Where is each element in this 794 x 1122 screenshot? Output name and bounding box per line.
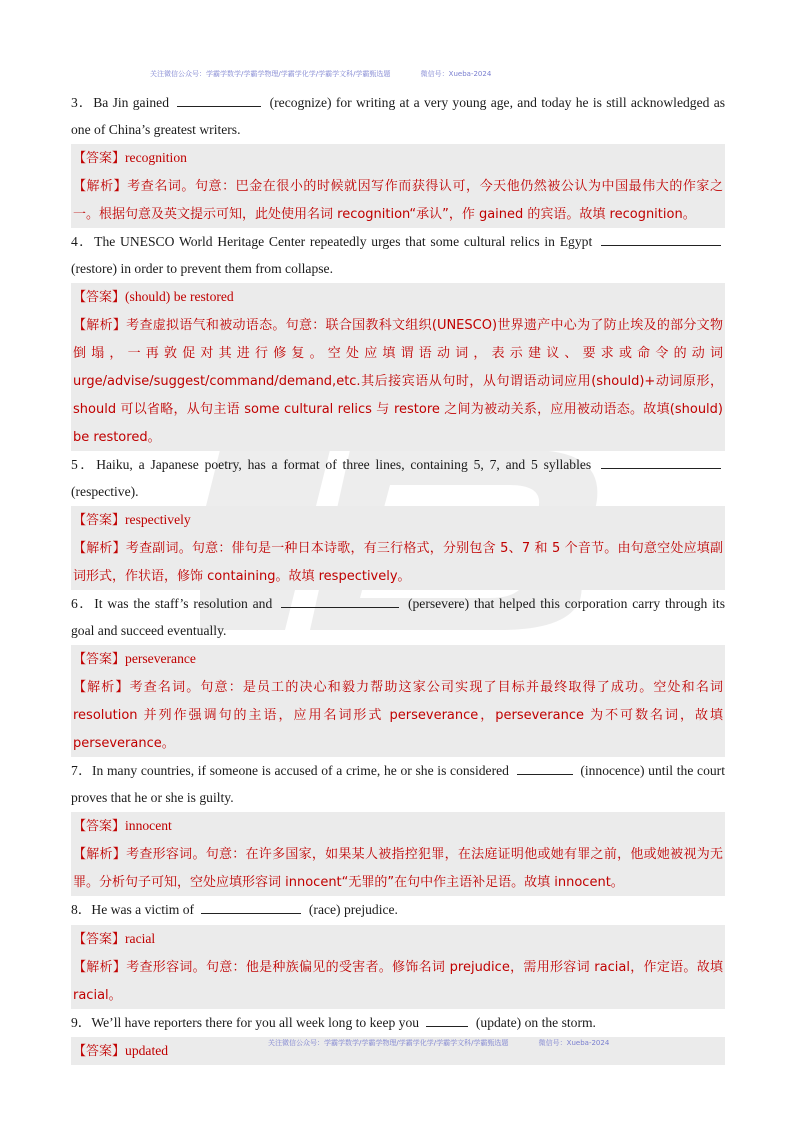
header-wechat: 微信号：Xueba-2024	[420, 70, 492, 78]
page-header	[150, 69, 491, 79]
answer-box-6	[71, 645, 725, 757]
answer-value: innocent	[125, 818, 172, 833]
answer-tag: 【答案】	[73, 513, 126, 528]
question-5	[71, 452, 725, 505]
word-hint: (race)	[308, 902, 341, 917]
answer-blank	[426, 1012, 468, 1027]
answer-tag: 【答案】	[73, 151, 126, 166]
analysis-line	[73, 840, 723, 896]
question-number: 8．	[71, 902, 92, 917]
analysis-tag: 【解析】	[73, 541, 126, 556]
answer-tag: 【答案】	[73, 1044, 126, 1059]
question-text: Ba Jin gained	[93, 95, 169, 110]
answer-value: (should) be restored	[125, 289, 234, 304]
analysis-tag: 【解析】	[73, 959, 127, 975]
answer-value: respectively	[125, 512, 191, 527]
word-hint: (update)	[475, 1014, 522, 1030]
analysis-text: 考查副词。句意：俳句是一种日本诗歌，有三行格式，分别包含 5、7 和 5 个音节。由句意空处应填副词形式，作状语，修饰 containing。故填 respectively。	[73, 541, 723, 584]
question-7	[71, 758, 725, 811]
question-text: In many countries, if someone is accused of a crime, he or she is considered	[91, 763, 509, 778]
answer-line	[73, 925, 723, 953]
analysis-text: 考查名词。句意：是员工的决心和毅力帮助这家公司实现了目标并最终取得了成功。空处和名词 resolution 并列作强调句的主语，应用名词形式 perseverance，perseverance 为不可数名词，故填 perseverance。	[73, 680, 723, 751]
answer-line	[73, 645, 723, 673]
question-9	[71, 1010, 725, 1037]
answer-blank	[281, 593, 399, 608]
answer-box-7	[71, 812, 725, 896]
answer-blank	[601, 231, 721, 246]
answer-line	[73, 506, 723, 534]
answer-value: recognition	[125, 150, 187, 165]
question-number: 6．	[71, 596, 95, 611]
answer-box-4	[71, 283, 725, 451]
word-hint: (respective).	[71, 483, 139, 499]
question-6	[71, 591, 725, 644]
analysis-line	[73, 311, 723, 451]
footer-wechat: 微信号：Xueba-2024	[538, 1039, 610, 1047]
answer-tag: 【答案】	[73, 931, 126, 947]
word-hint: (innocence)	[580, 763, 645, 778]
question-number: 5．	[71, 457, 97, 472]
analysis-line	[73, 953, 723, 1009]
question-number: 4．	[71, 234, 95, 249]
analysis-line	[73, 172, 723, 228]
answer-box-3	[71, 144, 725, 228]
footer-text: 关注微信公众号：学霸学数学/学霸学物理/学霸学化学/学霸学文科/学霸甄选题	[268, 1039, 509, 1047]
question-text: prejudice.	[343, 902, 398, 917]
question-4	[71, 229, 725, 282]
answer-line	[73, 283, 723, 311]
question-text: until the court proves that he or she is guilty.	[71, 763, 725, 805]
analysis-line	[73, 534, 723, 590]
question-number: 3．	[71, 95, 94, 110]
answer-blank	[177, 92, 261, 107]
answer-blank	[601, 454, 721, 469]
answer-line	[73, 144, 723, 172]
analysis-text: 考查形容词。句意：在许多国家，如果某人被指控犯罪，在法庭证明他或她有罪之前，他或她被视为无罪。分析句子可知，空处应填形容词 innocent“无罪的”在句中作主语补足语。故填 innocent。	[73, 847, 723, 890]
question-text: He was a victim of	[91, 902, 195, 917]
question-text: for writing at a very young age, and today he is still acknowledged as one of China’s greatest writers.	[71, 95, 726, 137]
question-number: 9．	[71, 1014, 92, 1030]
analysis-text: 考查形容词。句意：他是种族偏见的受害者。修饰名词 prejudice，需用形容词 racial，作定语。故填 racial。	[73, 959, 723, 1003]
word-hint: (persevere)	[407, 596, 470, 611]
analysis-tag: 【解析】	[73, 318, 127, 333]
question-3	[71, 90, 725, 143]
question-8	[71, 897, 725, 924]
word-hint: (restore)	[71, 260, 118, 276]
answer-tag: 【答案】	[73, 290, 126, 305]
answer-box-8	[71, 925, 725, 1009]
analysis-text: 考查虚拟语气和被动语态。句意：联合国教科文组织(UNESCO)世界遗产中心为了防止埃及的部分文物倒塌，一再敦促对其进行修复。空处应填谓语动词，表示建议、要求或命令的动词 urge/advise/suggest/command/demand,etc.其后接宾语从句时，从句谓语动词应用(should)+动词原形，should 可以省略，从句主语 some cultural relics 与 restore 之间为被动关系，应用被动语态。故填(should) be restored。	[73, 318, 723, 445]
answer-blank	[201, 899, 301, 914]
question-text: that helped this corporation carry through its goal and succeed eventually.	[71, 596, 725, 638]
answer-blank	[517, 760, 573, 775]
question-list	[71, 90, 725, 1066]
question-number: 7．	[71, 763, 92, 778]
header-text: 关注微信公众号：学霸学数学/学霸学物理/学霸学化学/学霸学文科/学霸甄选题	[150, 70, 391, 78]
answer-tag: 【答案】	[73, 652, 126, 667]
analysis-tag: 【解析】	[73, 680, 130, 695]
answer-value: perseverance	[125, 651, 196, 666]
question-text: The UNESCO World Heritage Center repeatedly urges that some cultural relics in Egypt	[94, 234, 593, 249]
analysis-tag: 【解析】	[73, 179, 128, 194]
answer-box-5	[71, 506, 725, 590]
word-hint: (recognize)	[269, 95, 332, 110]
question-text: Haiku, a Japanese poetry, has a format of three lines, containing 5, 7, and 5 syllables	[96, 457, 592, 472]
analysis-line	[73, 673, 723, 757]
page-footer	[268, 1038, 609, 1048]
answer-line	[73, 812, 723, 840]
analysis-text: 考查名词。句意：巴金在很小的时候就因写作而获得认可，今天他仍然被公认为中国最伟大的作家之一。根据句意及英文提示可知，此处使用名词 recognition“承认”，作 gained 的宾语。故填 recognition。	[73, 179, 723, 222]
question-text: It was the staff’s resolution and	[94, 596, 273, 611]
answer-tag: 【答案】	[73, 819, 126, 834]
answer-value: updated	[125, 1043, 169, 1058]
question-text: in order to prevent them from collapse.	[120, 260, 333, 276]
analysis-tag: 【解析】	[73, 847, 127, 862]
answer-value: racial	[125, 930, 156, 946]
question-text: on the storm.	[524, 1014, 596, 1030]
question-text: We’ll have reporters there for you all week long to keep you	[91, 1014, 420, 1030]
